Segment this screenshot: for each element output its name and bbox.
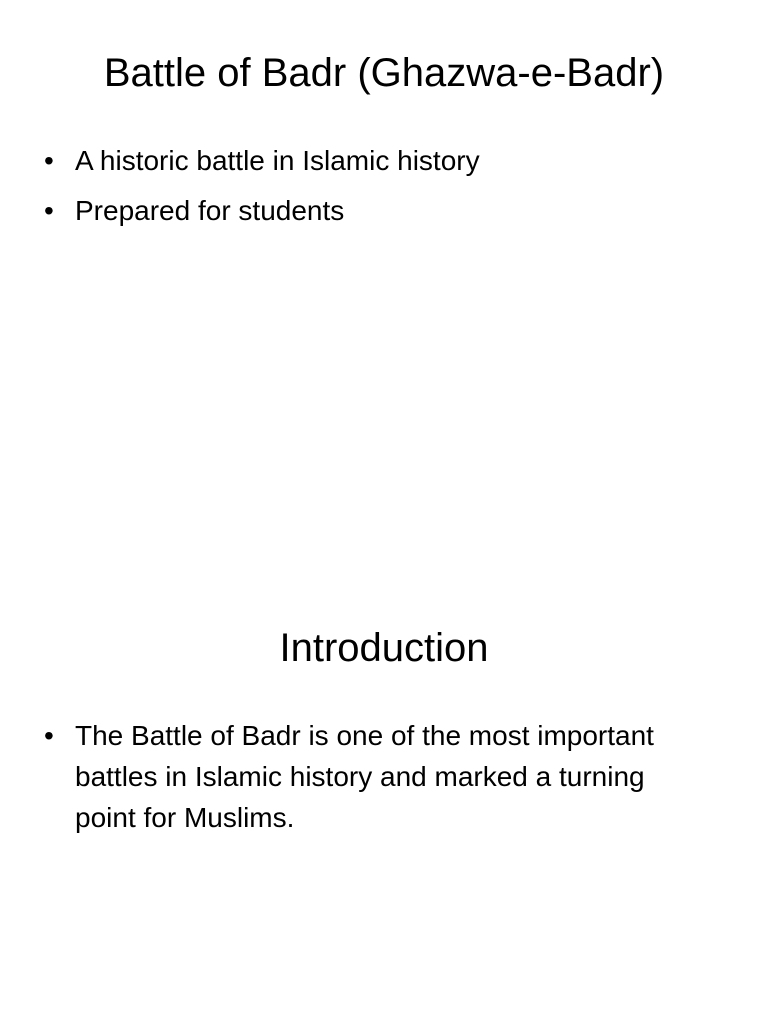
bullet-item — [44, 140, 684, 181]
bullet-list — [44, 715, 684, 847]
bullet-text: Prepared for students — [75, 195, 345, 226]
slide-introduction — [0, 512, 768, 1024]
bullet-dot-icon: • — [44, 145, 54, 176]
slide-title: Introduction — [279, 626, 489, 670]
bullet-text: The Battle of Badr is one of the most important battles in Islamic history and marked a turning point for Muslims. — [75, 720, 654, 833]
bullet-text: A historic battle in Islamic history — [75, 145, 480, 176]
bullet-item — [44, 715, 684, 838]
bullet-dot-icon: • — [44, 195, 54, 226]
slide-title: Battle of Badr (Ghazwa-e-Badr) — [103, 51, 665, 95]
bullet-list — [44, 140, 684, 240]
bullet-dot-icon: • — [44, 720, 54, 751]
bullet-item — [44, 190, 684, 231]
